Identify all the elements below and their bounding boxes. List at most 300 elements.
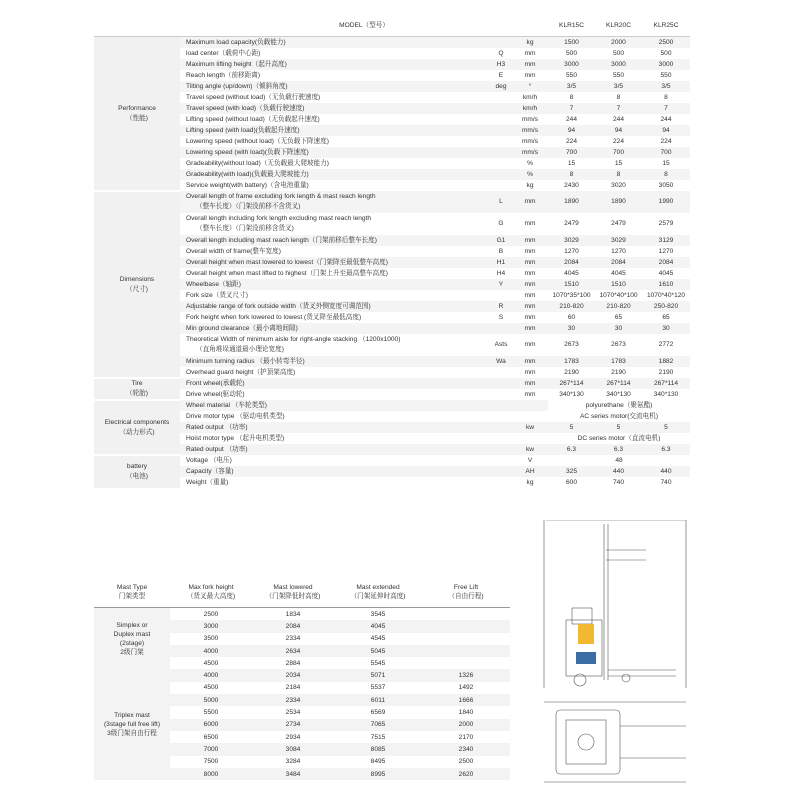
spec-symbol xyxy=(490,147,512,158)
spec-unit: mm xyxy=(512,257,548,268)
spec-value: 1270 xyxy=(564,248,579,255)
spec-symbol: Y xyxy=(490,279,512,290)
spec-row xyxy=(94,48,690,59)
spec-row xyxy=(94,312,690,323)
group-subtitle: （性能) xyxy=(126,114,148,122)
mast-value: 2084 xyxy=(252,620,334,632)
spec-value: polyurethane（聚氨酯) xyxy=(585,402,653,409)
spec-symbol xyxy=(490,411,512,422)
spec-value: 65 xyxy=(662,314,670,321)
label-text: Gradeability(without load)（无负载最大爬坡能力) xyxy=(186,160,329,167)
spec-value: 340*130 xyxy=(559,391,584,398)
label-text: Lifting speed (without load)（无负载起升速度) xyxy=(186,116,320,123)
spec-label xyxy=(180,268,490,279)
spec-unit: mm xyxy=(524,369,536,376)
label-text: Minimum turning radius （最小转弯半径) xyxy=(186,358,305,365)
spec-symbol xyxy=(490,158,512,169)
spec-row xyxy=(94,455,690,466)
label-text: Gradeability(with load)(负载最大爬坡能力) xyxy=(186,171,309,178)
spec-value: 1783 xyxy=(595,356,642,367)
spec-unit: mm xyxy=(524,341,536,348)
spec-unit: mm xyxy=(512,356,548,367)
label-text: load center（载荷中心距) xyxy=(186,50,261,57)
spec-value: 2772 xyxy=(658,341,674,348)
spec-value: 8 xyxy=(642,169,690,180)
spec-row xyxy=(94,158,690,169)
group-subtitle: （电池) xyxy=(126,473,148,480)
spec-row xyxy=(94,246,690,257)
mast-type-line: (2stage) xyxy=(119,639,145,647)
spec-value: 1783 xyxy=(548,356,595,367)
spec-label xyxy=(180,444,490,455)
group-title: Tire xyxy=(131,380,143,387)
mast-type xyxy=(94,608,170,670)
spec-value: 6.3 xyxy=(642,444,690,455)
spec-value: 4045 xyxy=(611,270,626,277)
spec-row xyxy=(94,323,690,334)
spec-value: 30 xyxy=(548,323,595,334)
spec-value: 15 xyxy=(662,160,670,167)
spec-symbol xyxy=(490,466,512,477)
spec-row xyxy=(94,125,690,136)
spec-symbol xyxy=(490,400,512,411)
spec-value: 2084 xyxy=(548,257,595,268)
mast-value xyxy=(422,608,510,621)
header-line: Free Lift xyxy=(453,584,479,591)
mast-value: 3500 xyxy=(203,635,219,643)
group-subtitle: （尺寸) xyxy=(126,285,148,293)
spec-value: 1890 xyxy=(548,191,595,213)
spec-unit: kg xyxy=(512,37,548,49)
spec-value: 8 xyxy=(569,94,574,101)
mast-value: 2620 xyxy=(422,768,510,780)
mast-value: 8000 xyxy=(170,768,252,780)
spec-symbol xyxy=(490,92,512,103)
spec-value: 2479 xyxy=(611,220,626,227)
spec-unit: kw xyxy=(512,422,548,433)
spec-symbol xyxy=(490,433,512,444)
spec-symbol: S xyxy=(498,314,504,321)
label-text: Hoist motor type （起升电机类型) xyxy=(186,435,285,442)
spec-unit: AH xyxy=(512,466,548,477)
label-text: Lowering speed (with load)(负载下降速度) xyxy=(186,149,309,156)
mast-header xyxy=(422,577,510,608)
spec-label xyxy=(180,334,490,356)
mast-value: 4500 xyxy=(203,659,219,667)
mast-value: 2034 xyxy=(252,669,334,681)
spec-value: 700 xyxy=(595,147,642,158)
mast-value: 7500 xyxy=(203,758,219,766)
spec-value: 8 xyxy=(664,94,668,101)
label-text: Drive motor type （驱动电机类型) xyxy=(186,413,285,420)
spec-value: 3000 xyxy=(595,59,642,70)
spec-symbol: deg xyxy=(490,81,512,92)
spec-value: 15 xyxy=(614,160,623,167)
spec-label xyxy=(180,48,490,59)
spec-unit: mm xyxy=(512,279,548,290)
spec-value: 8 xyxy=(616,94,621,101)
spec-value: 244 xyxy=(566,116,578,123)
spec-label xyxy=(180,290,490,301)
spec-label xyxy=(180,301,490,312)
mast-value: 2500 xyxy=(458,758,474,766)
spec-value: 244 xyxy=(613,116,625,123)
spec-value: 2190 xyxy=(564,369,579,376)
label-text: Lowering speed (without load)（无负载下降速度) xyxy=(186,138,329,145)
header-line: Mast lowered xyxy=(273,584,313,591)
spec-label xyxy=(180,400,490,411)
spec-row xyxy=(94,257,690,268)
spec-row xyxy=(94,389,690,400)
mast-row xyxy=(94,669,510,681)
spec-unit: % xyxy=(527,160,533,167)
mast-type-line: (3stage full free lift) xyxy=(103,721,161,729)
spec-value: 3/5 xyxy=(642,81,690,92)
spec-value: 3029 xyxy=(548,235,595,246)
spec-symbol xyxy=(490,444,512,455)
label-text: Weight（重量) xyxy=(186,479,229,486)
spec-value: 30 xyxy=(642,323,690,334)
spec-label xyxy=(180,422,490,433)
spec-unit: mm xyxy=(512,191,548,213)
spec-value: 94 xyxy=(595,125,642,136)
label-text-cn: （整车长度）（门架没前移不含货叉) xyxy=(196,203,301,210)
spec-label xyxy=(180,235,490,246)
mast-header xyxy=(334,577,422,608)
group-title: Performance xyxy=(118,104,156,112)
spec-value: 440 xyxy=(642,466,690,477)
label-text: Overhead guard height（护顶架高度) xyxy=(186,369,296,376)
group-label xyxy=(94,378,180,400)
spec-symbol xyxy=(490,290,512,301)
spec-symbol xyxy=(490,477,512,488)
mast-value: 2500 xyxy=(203,610,219,618)
spec-unit: kg xyxy=(526,479,534,486)
spec-value: 1070*40*120 xyxy=(646,292,686,299)
spec-value: 550 xyxy=(613,72,625,79)
spec-symbol: Asts xyxy=(494,341,508,348)
mast-header xyxy=(94,577,170,608)
label-text: Fork size（货叉尺寸) xyxy=(186,292,248,299)
header-line: Max fork height xyxy=(188,584,234,591)
spec-value: 6.3 xyxy=(595,444,642,455)
mast-value: 5071 xyxy=(334,669,422,681)
mast-value: 5545 xyxy=(370,659,386,667)
mast-type-line: 3级门架自由行程 xyxy=(107,730,157,738)
spec-row xyxy=(94,433,690,444)
mast-value: 8085 xyxy=(334,743,422,755)
spec-unit: mm/s xyxy=(521,138,539,145)
spec-value: 700 xyxy=(548,147,595,158)
spec-row xyxy=(94,466,690,477)
spec-value: 7 xyxy=(595,103,642,114)
spec-unit: mm/s xyxy=(512,125,548,136)
spec-label xyxy=(180,367,490,378)
spec-value: 7 xyxy=(548,103,595,114)
spec-unit: kg xyxy=(526,182,534,189)
spec-value: 5 xyxy=(642,422,690,433)
spec-row xyxy=(94,378,690,389)
spec-value: 210-820 xyxy=(595,301,642,312)
mast-value: 5045 xyxy=(334,645,422,657)
spec-value: 3/5 xyxy=(548,81,595,92)
spec-value: 1510 xyxy=(595,279,642,290)
spec-label xyxy=(180,169,490,180)
spec-value: 500 xyxy=(660,50,672,57)
spec-value: AC series motor(交流电机) xyxy=(579,413,659,420)
spec-value: 267*114 xyxy=(548,378,595,389)
spec-unit: mm xyxy=(524,314,536,321)
label-text: Travel speed (without load)（无负载行驶速度) xyxy=(186,94,321,101)
mast-value: 2534 xyxy=(285,709,301,717)
mast-value: 2334 xyxy=(252,694,334,706)
mast-header xyxy=(170,577,252,608)
spec-value: 740 xyxy=(613,479,625,486)
spec-value: 2190 xyxy=(658,369,674,376)
spec-value: 224 xyxy=(613,138,625,145)
corner-cell xyxy=(94,14,180,37)
mast-type xyxy=(94,669,170,780)
spec-value: 2084 xyxy=(642,257,690,268)
spec-value: 8 xyxy=(548,169,595,180)
spec-value: 325 xyxy=(548,466,595,477)
mast-value: 6500 xyxy=(203,733,219,741)
spec-value: 2500 xyxy=(642,37,690,49)
mast-value: 5000 xyxy=(170,694,252,706)
spec-symbol: L xyxy=(490,191,512,213)
spec-label xyxy=(180,92,490,103)
spec-unit: mm xyxy=(524,72,536,79)
spec-value: 1510 xyxy=(548,279,595,290)
label-text: Min ground clearance（最小离地间隙) xyxy=(186,325,298,332)
mast-value: 1492 xyxy=(458,684,474,692)
spec-symbol: E xyxy=(498,72,504,79)
label-text: Overall length including fork length excluding mast reach length xyxy=(186,215,372,222)
spec-symbol xyxy=(490,323,512,334)
spec-label xyxy=(180,246,490,257)
mast-value: 2340 xyxy=(422,743,510,755)
spec-unit: mm xyxy=(524,391,536,398)
spec-value: 3020 xyxy=(611,182,626,189)
spec-symbol xyxy=(490,125,512,136)
label-text: Theoretical Width of minimum aisle for right-angle stacking （1200x1000) xyxy=(186,336,401,343)
spec-value: 4045 xyxy=(564,270,579,277)
label-text: Overall length including mast reach length（门架前移后整车长度) xyxy=(186,237,377,244)
spec-value: 244 xyxy=(660,116,672,123)
spec-row xyxy=(94,114,690,125)
mast-type-line: Duplex mast xyxy=(113,630,151,638)
spec-value: 340*130 xyxy=(653,391,679,398)
spec-label xyxy=(180,37,490,49)
label-text: Wheelbase（轴距) xyxy=(186,281,241,288)
label-text: Fork height when fork lowered to lowest (货叉降至最低高度) xyxy=(186,314,362,321)
spec-row xyxy=(94,136,690,147)
spec-row xyxy=(94,356,690,367)
spec-value: 1270 xyxy=(611,248,626,255)
group-title: Electrical components xyxy=(104,418,170,426)
spec-label xyxy=(180,103,490,114)
spec-value: 340*130 xyxy=(606,391,631,398)
spec-row xyxy=(94,279,690,290)
mast-value: 3545 xyxy=(370,610,386,618)
spec-unit: mm/s xyxy=(512,147,548,158)
mast-value: 1840 xyxy=(458,709,474,717)
mast-value: 3084 xyxy=(252,743,334,755)
spec-value: 740 xyxy=(660,479,672,486)
spec-value: 1070*40*100 xyxy=(599,292,638,299)
label-text: Reach length（前移距离) xyxy=(186,72,261,79)
mast-value: 2170 xyxy=(458,733,474,741)
spec-value: 60 xyxy=(567,314,576,321)
spec-value: 6.3 xyxy=(548,444,595,455)
model-name: KLR25C xyxy=(642,14,690,37)
spec-unit: mm xyxy=(524,270,536,277)
spec-unit: mm xyxy=(524,292,536,299)
spec-unit: km/h xyxy=(522,94,538,101)
spec-table xyxy=(94,14,690,488)
label-text: Travel speed (with load)（负载行驶速度) xyxy=(186,105,305,112)
label-text: Adjustable range of fork outside width（货叉外侧宽度可调范围) xyxy=(186,303,371,310)
header-line: 门架类型 xyxy=(118,593,146,600)
spec-value: 267*114 xyxy=(642,378,690,389)
spec-label xyxy=(180,279,490,290)
spec-label xyxy=(180,411,490,422)
spec-symbol: G xyxy=(498,220,504,227)
mast-value: 1326 xyxy=(422,669,510,681)
spec-symbol xyxy=(490,103,512,114)
group-title: Dimensions xyxy=(119,275,155,283)
spec-symbol: H1 xyxy=(490,257,512,268)
label-text: Service weight(with battery)（含电池重量) xyxy=(186,182,309,189)
spec-value: 65 xyxy=(614,314,623,321)
spec-unit: mm xyxy=(512,301,548,312)
mast-value: 1666 xyxy=(422,694,510,706)
spec-label xyxy=(180,455,490,466)
spec-value: 500 xyxy=(566,50,578,57)
mast-value: 6569 xyxy=(370,709,386,717)
spec-value: 4045 xyxy=(658,270,674,277)
spec-value: 1990 xyxy=(642,191,690,213)
spec-value: 1070*35*100 xyxy=(552,292,591,299)
spec-symbol: Q xyxy=(498,50,504,57)
header-line: （货叉最大高度) xyxy=(186,593,236,600)
header-line: （自由行程) xyxy=(448,593,484,600)
spec-symbol xyxy=(490,389,512,400)
spec-unit xyxy=(512,400,548,411)
spec-unit: ° xyxy=(512,81,548,92)
mast-value: 2184 xyxy=(285,684,301,692)
spec-value: 1610 xyxy=(642,279,690,290)
spec-unit: km/h xyxy=(512,103,548,114)
spec-value: 2084 xyxy=(595,257,642,268)
spec-unit: % xyxy=(512,169,548,180)
label-text: Maximum lifting height（起升高度) xyxy=(186,61,287,68)
spec-value: 5 xyxy=(595,422,642,433)
spec-label xyxy=(180,312,490,323)
mast-value: 2734 xyxy=(252,719,334,731)
mast-value xyxy=(422,620,510,632)
spec-row xyxy=(94,169,690,180)
mast-value xyxy=(422,657,510,669)
mast-value xyxy=(422,645,510,657)
spec-row xyxy=(94,92,690,103)
spec-value: 224 xyxy=(660,138,672,145)
spec-row xyxy=(94,422,690,433)
label-text: Rated output （功率) xyxy=(186,424,248,431)
spec-unit: mm/s xyxy=(521,116,539,123)
spec-value: 94 xyxy=(642,125,690,136)
spec-row xyxy=(94,180,690,191)
mast-value: 5537 xyxy=(370,684,386,692)
mast-value: 2000 xyxy=(422,719,510,731)
mast-value: 3000 xyxy=(170,620,252,632)
spec-row xyxy=(94,81,690,92)
header-line: （门架延伸时高度) xyxy=(350,593,406,600)
spec-value: 550 xyxy=(660,72,672,79)
mast-value: 2334 xyxy=(285,635,301,643)
mast-value: 4000 xyxy=(170,669,252,681)
spec-value: 3/5 xyxy=(595,81,642,92)
model-header: MODEL（型号） xyxy=(180,14,548,37)
spec-row xyxy=(94,301,690,312)
label-text: Overall height when mast lifted to highest（门架上升至最高整车高度) xyxy=(186,270,388,277)
label-text: Wheel material （车轮类型) xyxy=(186,402,267,409)
header-line: Mast Type xyxy=(116,584,148,591)
spec-row xyxy=(94,191,690,213)
spec-label xyxy=(180,136,490,147)
mast-value: 3484 xyxy=(252,768,334,780)
spec-row xyxy=(94,367,690,378)
spec-value: 224 xyxy=(566,138,578,145)
label-text: Lifting speed (with load)(负载起升速度) xyxy=(186,127,300,134)
spec-label xyxy=(180,257,490,268)
label-text-cn: （整车长度）（门架没前移含货叉) xyxy=(196,225,294,232)
mast-type-line: Simplex or xyxy=(116,621,148,629)
spec-label xyxy=(180,114,490,125)
spec-value: 2579 xyxy=(658,220,674,227)
spec-value: 1890 xyxy=(595,191,642,213)
label-text: Capacity（容量) xyxy=(186,468,234,475)
spec-value: 440 xyxy=(595,466,642,477)
spec-value: 3050 xyxy=(658,182,674,189)
group-title: battery xyxy=(126,463,148,470)
mast-value: 8495 xyxy=(370,758,386,766)
spec-row xyxy=(94,400,690,411)
spec-label xyxy=(180,466,490,477)
spec-row xyxy=(94,290,690,301)
mast-value: 6000 xyxy=(170,719,252,731)
spec-symbol xyxy=(490,114,512,125)
spec-symbol: H3 xyxy=(490,59,512,70)
spec-value: 210-820 xyxy=(548,301,595,312)
group-subtitle: （动力形式) xyxy=(119,428,155,436)
spec-symbol xyxy=(490,367,512,378)
group-label xyxy=(94,455,180,488)
spec-value: 7 xyxy=(642,103,690,114)
spec-symbol xyxy=(490,169,512,180)
spec-label xyxy=(180,378,490,389)
mast-value: 4500 xyxy=(203,684,219,692)
spec-row xyxy=(94,147,690,158)
spec-value: 1270 xyxy=(658,248,674,255)
header-line: （门架降低时高度) xyxy=(265,593,321,600)
spec-label xyxy=(180,191,490,213)
mast-value: 3284 xyxy=(285,758,301,766)
spec-row xyxy=(94,235,690,246)
model-name: KLR20C xyxy=(595,14,642,37)
spec-symbol xyxy=(490,378,512,389)
spec-label xyxy=(180,433,490,444)
